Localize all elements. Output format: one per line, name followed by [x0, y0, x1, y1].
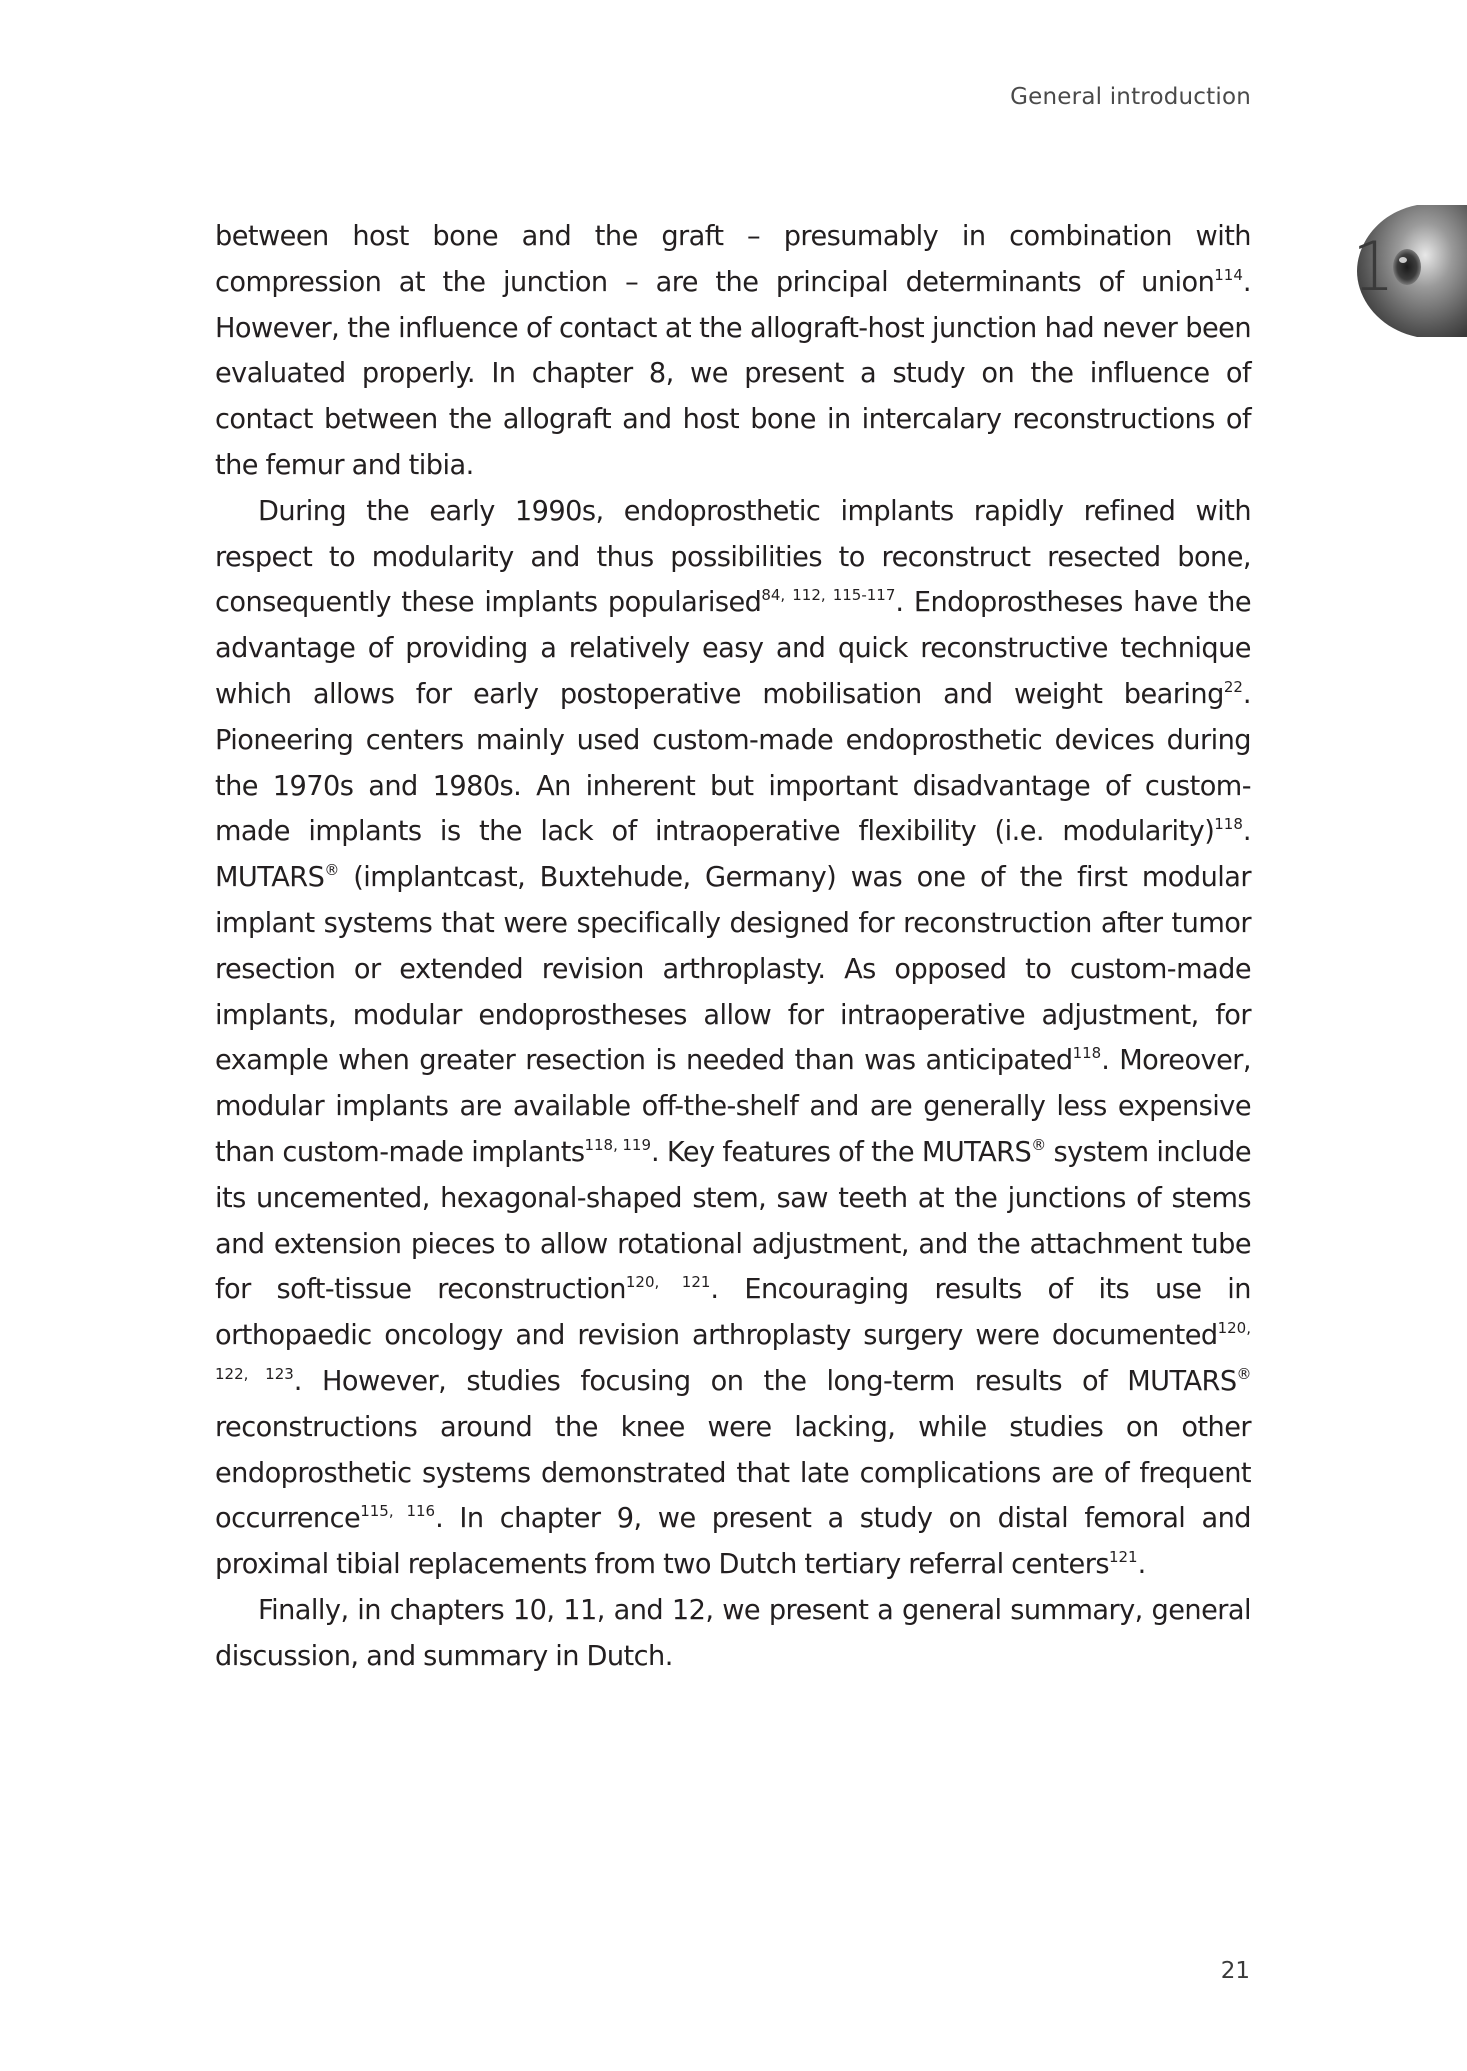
- citation-superscript: 118: [1214, 815, 1243, 834]
- citation-superscript: 121: [1108, 1547, 1138, 1566]
- paragraph: [215, 489, 1251, 1588]
- text-run: During the early 1990s, endoprosthetic implants rapidly refined with respect to modularity and thus possibilities to reconstruct resected bone, consequently these implants popularised: [215, 495, 1251, 619]
- text-run: system include its uncemented, hexagonal-shaped stem, saw teeth at the junctions of stems and extension pieces to allow rotational adjustment, and the attachment tube for soft-tissue reconstruction: [215, 1136, 1251, 1306]
- running-header: General introduction: [1010, 84, 1251, 110]
- text-run: . Moreover, modular implants are available off-the-shelf and are generally less expensive than custom-made implants: [215, 1045, 1251, 1168]
- registered-mark: ®: [1236, 1364, 1251, 1383]
- text-run: . Encouraging results of its use in orthopaedic oncology and revision arthroplasty surgery were documented: [215, 1274, 1251, 1352]
- page-number: 21: [1220, 1958, 1250, 1984]
- citation-superscript: 115, 116: [360, 1502, 436, 1521]
- text-run: .: [1137, 1549, 1146, 1581]
- body-text: [215, 214, 1251, 1680]
- text-run: . However, the influence of contact at the allograft-host junction had never been evaluated properly. In chapter 8, we present a study on the influence of contact between the allograft and host bone in intercalary reconstructions of the femur and tibia.: [215, 266, 1251, 481]
- chapter-number: 1: [1351, 228, 1395, 307]
- text-run: between host bone and the graft – presumably in combination with compression at the junction – are the principal determinants of union: [215, 221, 1251, 298]
- text-run: . Endoprostheses have the advantage of providing a relatively easy and quick reconstructive technique which allows for early postoperative mobilisation and weight bearing: [215, 587, 1252, 710]
- citation-superscript: 118: [1072, 1044, 1102, 1063]
- text-run: . However, studies focusing on the long-term results of MUTARS: [293, 1365, 1237, 1397]
- registered-mark: ®: [324, 860, 339, 879]
- paragraph: [215, 214, 1251, 489]
- citation-superscript: 114: [1214, 265, 1243, 284]
- text-run: reconstructions around the knee were lacking, while studies on other endoprosthetic systems demonstrated that late complications are of frequent occurrence: [215, 1411, 1251, 1535]
- text-run: . In chapter 9, we present a study on distal femoral and proximal tibial replacements from two Dutch tertiary referral centers: [215, 1503, 1251, 1581]
- citation-superscript: 84, 112, 115-117: [761, 586, 896, 605]
- citation-superscript: 120, 122, 123: [215, 1318, 1251, 1383]
- text-run: . MUTARS: [215, 816, 1251, 894]
- citation-superscript: 118, 119: [584, 1135, 651, 1154]
- registered-mark: ®: [1031, 1135, 1046, 1154]
- text-run: . Pioneering centers mainly used custom-made endoprosthetic devices during the 1970s and 1980s. An inherent but important disadvantage of custom-made implants is the lack of intraoperative flexibility (i.e. modularity): [215, 678, 1251, 848]
- text-run: (implantcast, Buxtehude, Germany) was one of the first modular implant systems that were specifically designed for reconstruction after tumor resection or extended revision arthroplasty. As opposed to custom-made implants, modular endoprostheses allow for intraoperative adjustment, for example when greater resection is needed than was anticipated: [215, 862, 1251, 1077]
- text-run: . Key features of the MUTARS: [650, 1136, 1032, 1168]
- text-run: Finally, in chapters 10, 11, and 12, we present a general summary, general discussion, and summary in Dutch.: [215, 1594, 1251, 1672]
- citation-superscript: 22: [1223, 677, 1243, 696]
- citation-superscript: 120, 121: [625, 1273, 711, 1292]
- paragraph: [215, 1588, 1251, 1680]
